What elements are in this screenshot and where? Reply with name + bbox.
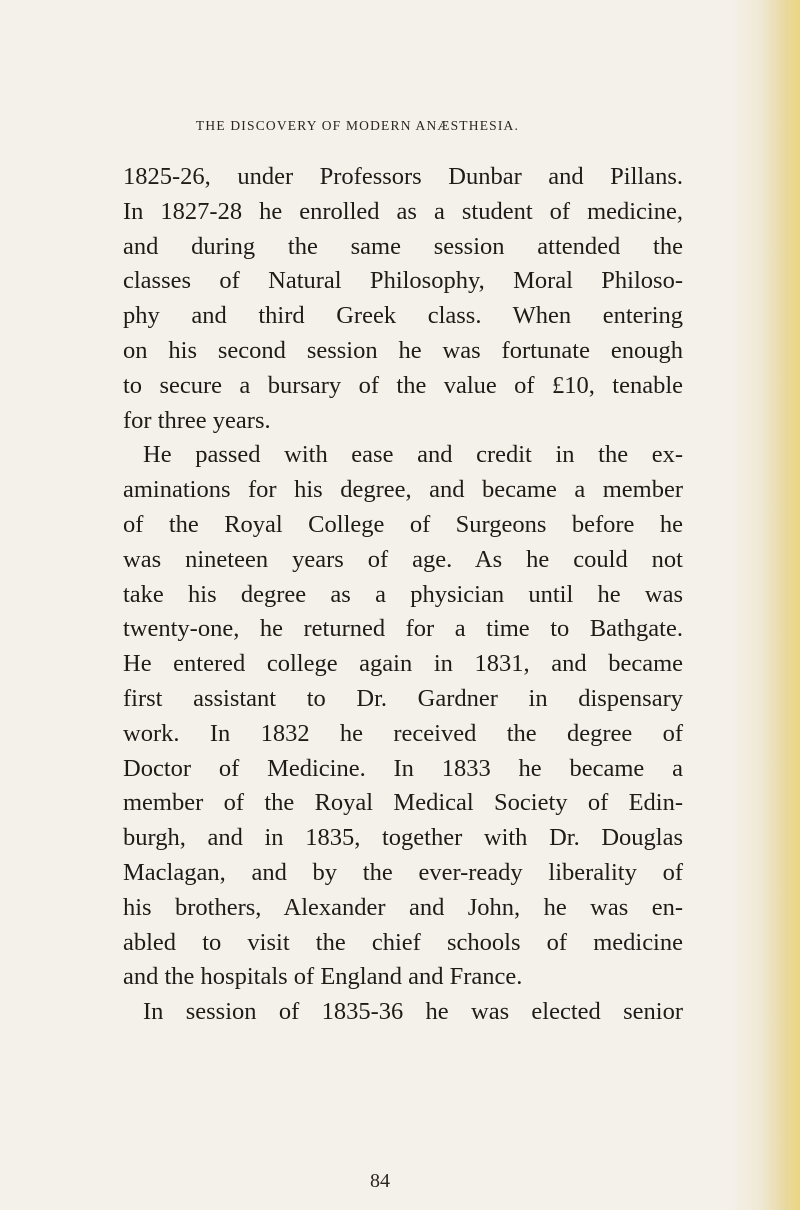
text-line: was nineteen years of age. As he could not	[123, 545, 683, 573]
running-head: THE DISCOVERY OF MODERN ANÆSTHESIA.	[195, 118, 520, 133]
text-line: He entered college again in 1831, and became	[123, 650, 683, 678]
text-line: for three years.	[123, 406, 271, 434]
text-line: aminations for his degree, and became a member	[123, 476, 683, 504]
text-line: burgh, and in 1835, together with Dr. Douglas	[123, 824, 683, 852]
text-line: Maclagan, and by the ever-ready liberality of	[123, 858, 683, 886]
text-line: In session of 1835-36 he was elected senior	[143, 998, 683, 1026]
text-line: of the Royal College of Surgeons before he	[123, 510, 683, 538]
text-line: and the hospitals of England and France.	[123, 963, 523, 991]
text-line: take his degree as a physician until he was	[123, 580, 683, 608]
page-number-container	[0, 1170, 800, 1193]
text-line: and during the same session attended the	[123, 232, 683, 260]
page-number: 84	[370, 1170, 390, 1192]
body-text	[123, 160, 683, 1030]
text-line: He passed with ease and credit in the ex-	[143, 441, 683, 469]
text-line: phy and third Greek class. When entering	[123, 302, 683, 330]
text-line: abled to visit the chief schools of medicine	[123, 928, 683, 956]
text-line: first assistant to Dr. Gardner in dispensary	[123, 684, 683, 712]
text-line: his brothers, Alexander and John, he was en-	[123, 893, 683, 921]
text-line: on his second session he was fortunate enough	[123, 336, 683, 364]
text-line: member of the Royal Medical Society of Edin-	[123, 789, 683, 817]
text-line: In 1827-28 he enrolled as a student of medicine,	[123, 197, 683, 225]
text-line: to secure a bursary of the value of £10, tenable	[123, 371, 683, 399]
page-edge-shadow	[730, 0, 800, 1210]
text-line: work. In 1832 he received the degree of	[123, 719, 683, 747]
text-line: 1825-26, under Professors Dunbar and Pillans.	[123, 163, 683, 190]
text-line: Doctor of Medicine. In 1833 he became a	[123, 754, 683, 782]
text-line: twenty-one, he returned for a time to Bathgate.	[123, 615, 683, 643]
text-line: classes of Natural Philosophy, Moral Philoso-	[123, 267, 683, 295]
